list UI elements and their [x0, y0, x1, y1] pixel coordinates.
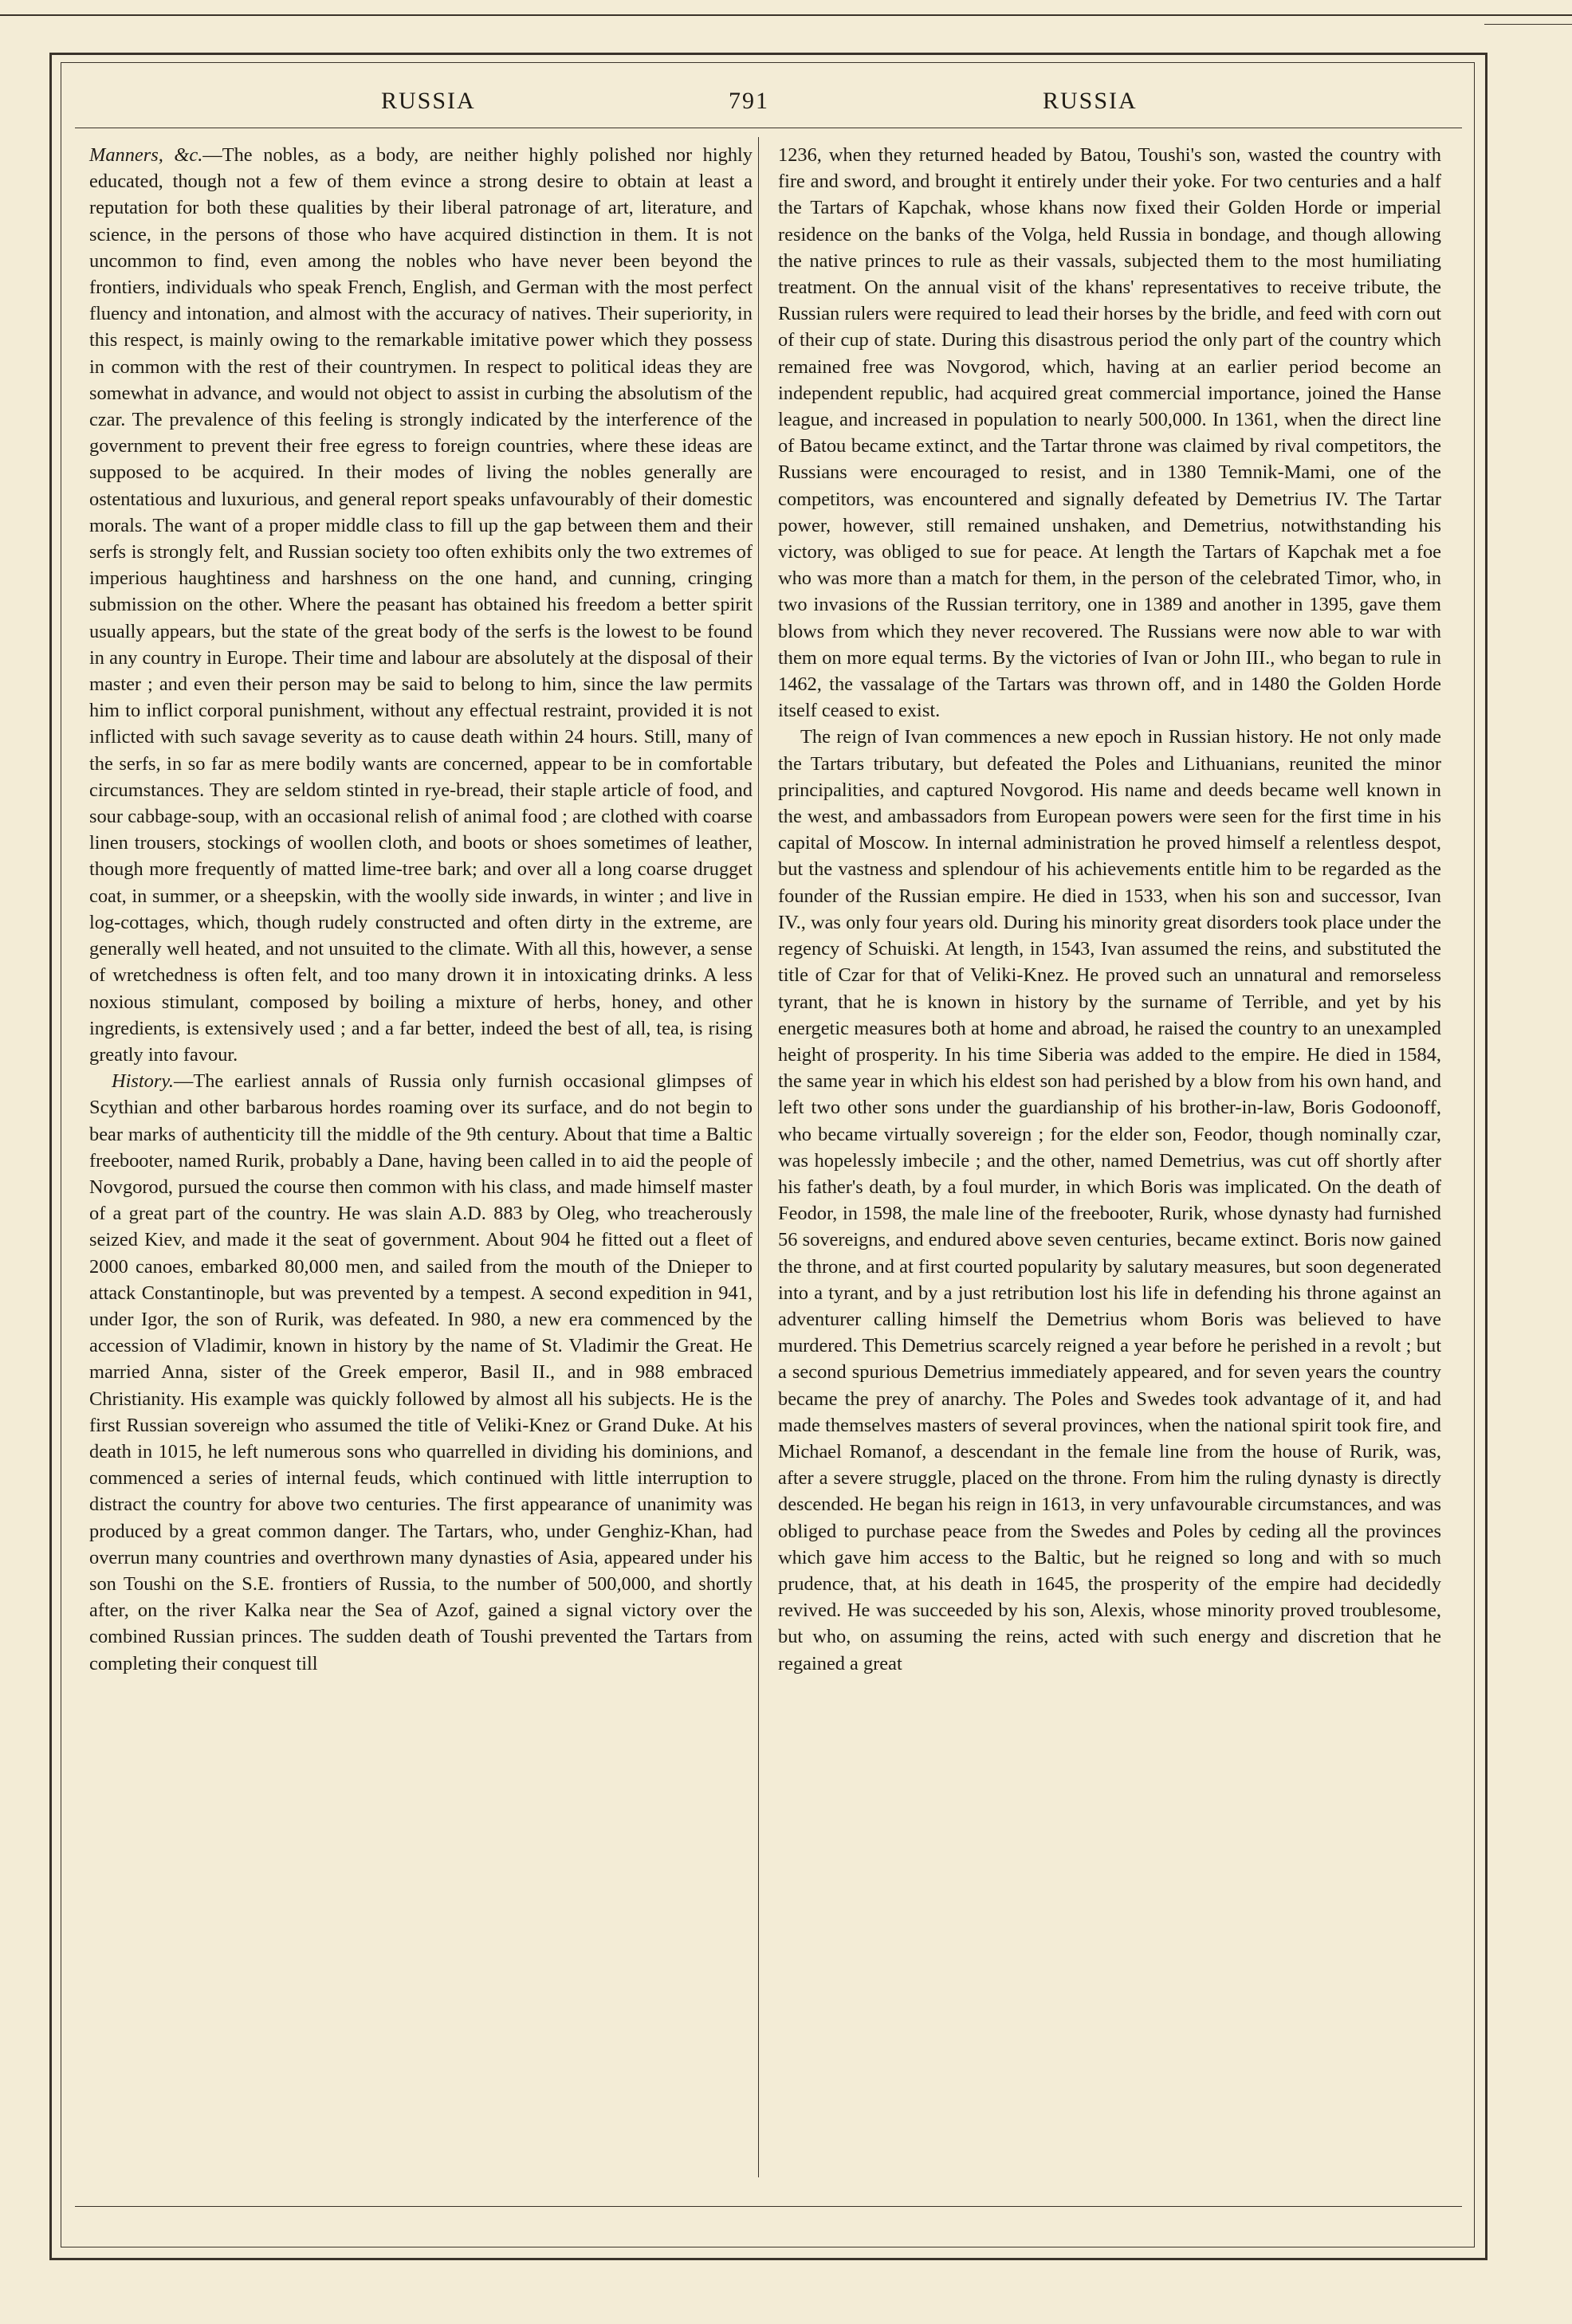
page-number: 791 — [729, 88, 769, 114]
paragraph-manners — [89, 142, 753, 1068]
paragraph-ivan-reign: The reign of Ivan commences a new epoch in Russian history. He not only made the Tartars tributary, but defeated the Poles and Lithuanians, reunited the minor principalities, and captured Novgorod. His name and deeds became well known in the west, and ambassadors from European powers were seen for the first time in his capital of Moscow. In internal administration he proved himself a relentless despot, but the vastness and splendour of his achievements entitle him to be regarded as the founder of the Russian empire. He died in 1533, when his son and successor, Ivan IV., was only four years old. During his minority great disorders took place under the regency of Schuiski. At length, in 1543, Ivan assumed the reins, and substituted the title of Czar for that of Veliki-Knez. He proved such an unnatural and remorseless tyrant, that he is known in history by the surname of Terrible, and yet by his energetic measures both at home and abroad, he raised the country to an unexampled height of prosperity. In his time Siberia was added to the empire. He died in 1584, the same year in which his eldest son had perished by a blow from his own hand, and left two other sons under the guardianship of his brother-in-law, Boris Godoonoff, who became virtually sovereign ; for the elder son, Feodor, though nominally czar, was hopelessly imbecile ; and the other, named Demetrius, was cut off shortly after his father's death, by a foul murder, in which Boris was implicated. On the death of Feodor, in 1598, the male line of the freebooter, Rurik, whose dynasty had furnished 56 sovereigns, and endured above seven centuries, became extinct. Boris now gained the throne, and at first courted popularity by salutary measures, but soon degenerated into a tyrant, and by a just retribution lost his life in defending his throne against an adventurer calling himself the Demetrius whom Boris was believed to have murdered. This Demetrius scarcely reigned a year before he perished in a revolt ; but a second spurious Demetrius immediately appeared, and for seven years the country became the prey of anarchy. The Poles and Swedes took advantage of it, and had made themselves masters of several provinces, when the national spirit took fire, and Michael Romanof, a descendant in the female line from the house of Rurik, was, after a severe struggle, placed on the throne. From him the ruling dynasty is directly descended. He began his reign in 1613, in very unfavourable circumstances, and was obliged to purchase peace from the Swedes and Poles by ceding all the provinces which gave him access to the Baltic, but he reigned so long and with so much prudence, that, at his death in 1645, the prosperity of the empire had decidedly revived. He was succeeded by his son, Alexis, whose minority proved troublesome, but who, on assuming the reins, acted with such energy and discretion that he regained a great — [778, 726, 1441, 1674]
left-column — [89, 142, 753, 1677]
running-head-right: RUSSIA — [1043, 88, 1138, 114]
top-edge-rule — [0, 14, 1572, 16]
paragraph-history — [89, 1068, 753, 1677]
section-heading-history: History. — [112, 1070, 174, 1093]
paragraph-text: —The nobles, as a body, are neither highly polished nor highly educated, though not a few of them evince a strong desire to obtain at least a reputation for both these qualities by their liberal patronage of art, literature, and science, in the persons of those who have acquired distinction in them. It is not uncommon to find, even among the nobles who have never been beyond the frontiers, individuals who speak French, English, and German with the most perfect fluency and intonation, and almost with the accuracy of natives. Their superiority, in this respect, is mainly owing to the remarkable imitative power which they possess in common with the rest of their countrymen. In respect to political ideas they are somewhat in advance, and would not object to assist in curbing the absolutism of the czar. The prevalence of this feeling is strongly indicated by the interference of the government to prevent their free egress to foreign countries, where these ideas are supposed to be acquired. In their modes of living the nobles generally are ostentatious and luxurious, and general report speaks unfavourably of their domestic morals. The want of a proper middle class to fill up the gap between them and their serfs is strongly felt, and Russian society too often exhibits only the two extremes of imperious haughtiness and harshness on the one hand, and cunning, cringing submission on the other. Where the peasant has obtained his freedom a better spirit usually appears, but the state of the great body of the serfs is the lowest to be found in any country in Europe. Their time and labour are absolutely at the disposal of their master ; and even their person may be said to belong to him, since the law permits him to inflict corporal punishment, without any effectual restraint, provided it is not inflicted with such savage severity as to cause death within 24 hours. Still, many of the serfs, in so far as mere bodily wants are concerned, appear to be in comfortable circumstances. They are seldom stinted in rye-bread, their staple article of food, and sour cabbage-soup, with an occasional relish of animal food ; are clothed with coarse linen trousers, stockings of woollen cloth, and boots or shoes sometimes of leather, though more frequently of matted lime-tree bark; and over all a long coarse drugget coat, in summer, or a sheepskin, with the woolly side inwards, in winter ; and live in log-cottages, which, though rudely constructed and often dirty in the extreme, are generally well heated, and not unsuited to the climate. With all this, however, a sense of wretchedness is often felt, and too many drown it in intoxicating drinks. A less noxious stimulant, composed by boiling a mixture of herbs, honey, and other ingredients, is extensively used ; and a far better, indeed the best of all, tea, is rising greatly into favour. — [89, 144, 753, 1066]
running-head-left: RUSSIA — [381, 88, 476, 114]
paragraph-continued: 1236, when they returned headed by Batou, Toushi's son, wasted the country with fire and sword, and brought it entirely under their yoke. For two centuries and a half the Tartars of Kapchak, whose khans now fixed their Golden Horde or imperial residence on the banks of the Volga, held Russia in bondage, and though allowing the native princes to rule as their vassals, subjected them to the most humiliating treatment. On the annual visit of the khans' representatives to receive tribute, the Russian rulers were required to lead their horses by the bridle, and feed with corn out of their cup of state. During this disastrous period the only part of the country which remained free was Novgorod, which, having at an earlier period become an independent republic, had acquired great commercial importance, joined the Hanse league, and increased in population to nearly 500,000. In 1361, when the direct line of Batou became extinct, and the Tartar throne was claimed by rival competitors, the Russians were encouraged to resist, and in 1380 Temnik-Mami, one of the competitors, was encountered and signally defeated by Demetrius IV. The Tartar power, however, still remained unshaken, and Demetrius, notwithstanding his victory, was obliged to sue for peace. At length the Tartars of Kapchak met a foe who was more than a match for them, in the person of the celebrated Timor, who, in two invasions of the Russian territory, one in 1389 and another in 1395, gave them blows from which they never recovered. The Russians were now able to war with them on more equal terms. By the victories of Ivan or John III., who began to rule in 1462, the vassalage of the Tartars was thrown off, and in 1480 the Golden Horde itself ceased to exist. — [778, 144, 1441, 722]
running-head — [62, 88, 1473, 123]
section-heading-manners: Manners, &c. — [89, 144, 203, 166]
paragraph-text: —The earliest annals of Russia only furnish occasional glimpses of Scythian and other barbarous hordes roaming over its surface, and do not begin to bear marks of authenticity till the middle of the 9th century. About that time a Baltic freebooter, named Rurik, probably a Dane, having been called in to aid the people of Novgorod, pursued the course then common with his class, and made himself master of a great part of the country. He was slain A.D. 883 by Oleg, who treacherously seized Kiev, and made it the seat of government. About 904 he fitted out a fleet of 2000 canoes, embarked 80,000 men, and sailed from the mouth of the Dnieper to attack Constantinople, but was prevented by a tempest. A second expedition in 941, under Igor, the son of Rurik, was defeated. In 980, a new era commenced by the accession of Vladimir, known in history by the name of St. Vladimir the Great. He married Anna, sister of the Greek emperor, Basil II., and in 988 embraced Christianity. His example was quickly followed by almost all his subjects. He is the first Russian sovereign who assumed the title of Veliki-Knez or Grand Duke. At his death in 1015, he left numerous sons who quarrelled in dividing his dominions, and commenced a series of internal feuds, which continued with little interruption to distract the country for above two centuries. The first appearance of unanimity was produced by a great common danger. The Tartars, who, under Genghiz-Khan, had overrun many countries and overthrown many dynasties of Asia, appeared under his son Toushi on the S.E. frontiers of Russia, to the number of 500,000, and shortly after, on the river Kalka near the Sea of Azof, gained a signal victory over the combined Russian princes. The sudden death of Toushi prevented the Tartars from completing their conquest till — [89, 1070, 753, 1674]
footer-rule — [75, 2206, 1462, 2207]
top-edge-rule-short — [1484, 24, 1572, 25]
right-column — [778, 142, 1441, 1677]
column-divider — [758, 137, 759, 2177]
